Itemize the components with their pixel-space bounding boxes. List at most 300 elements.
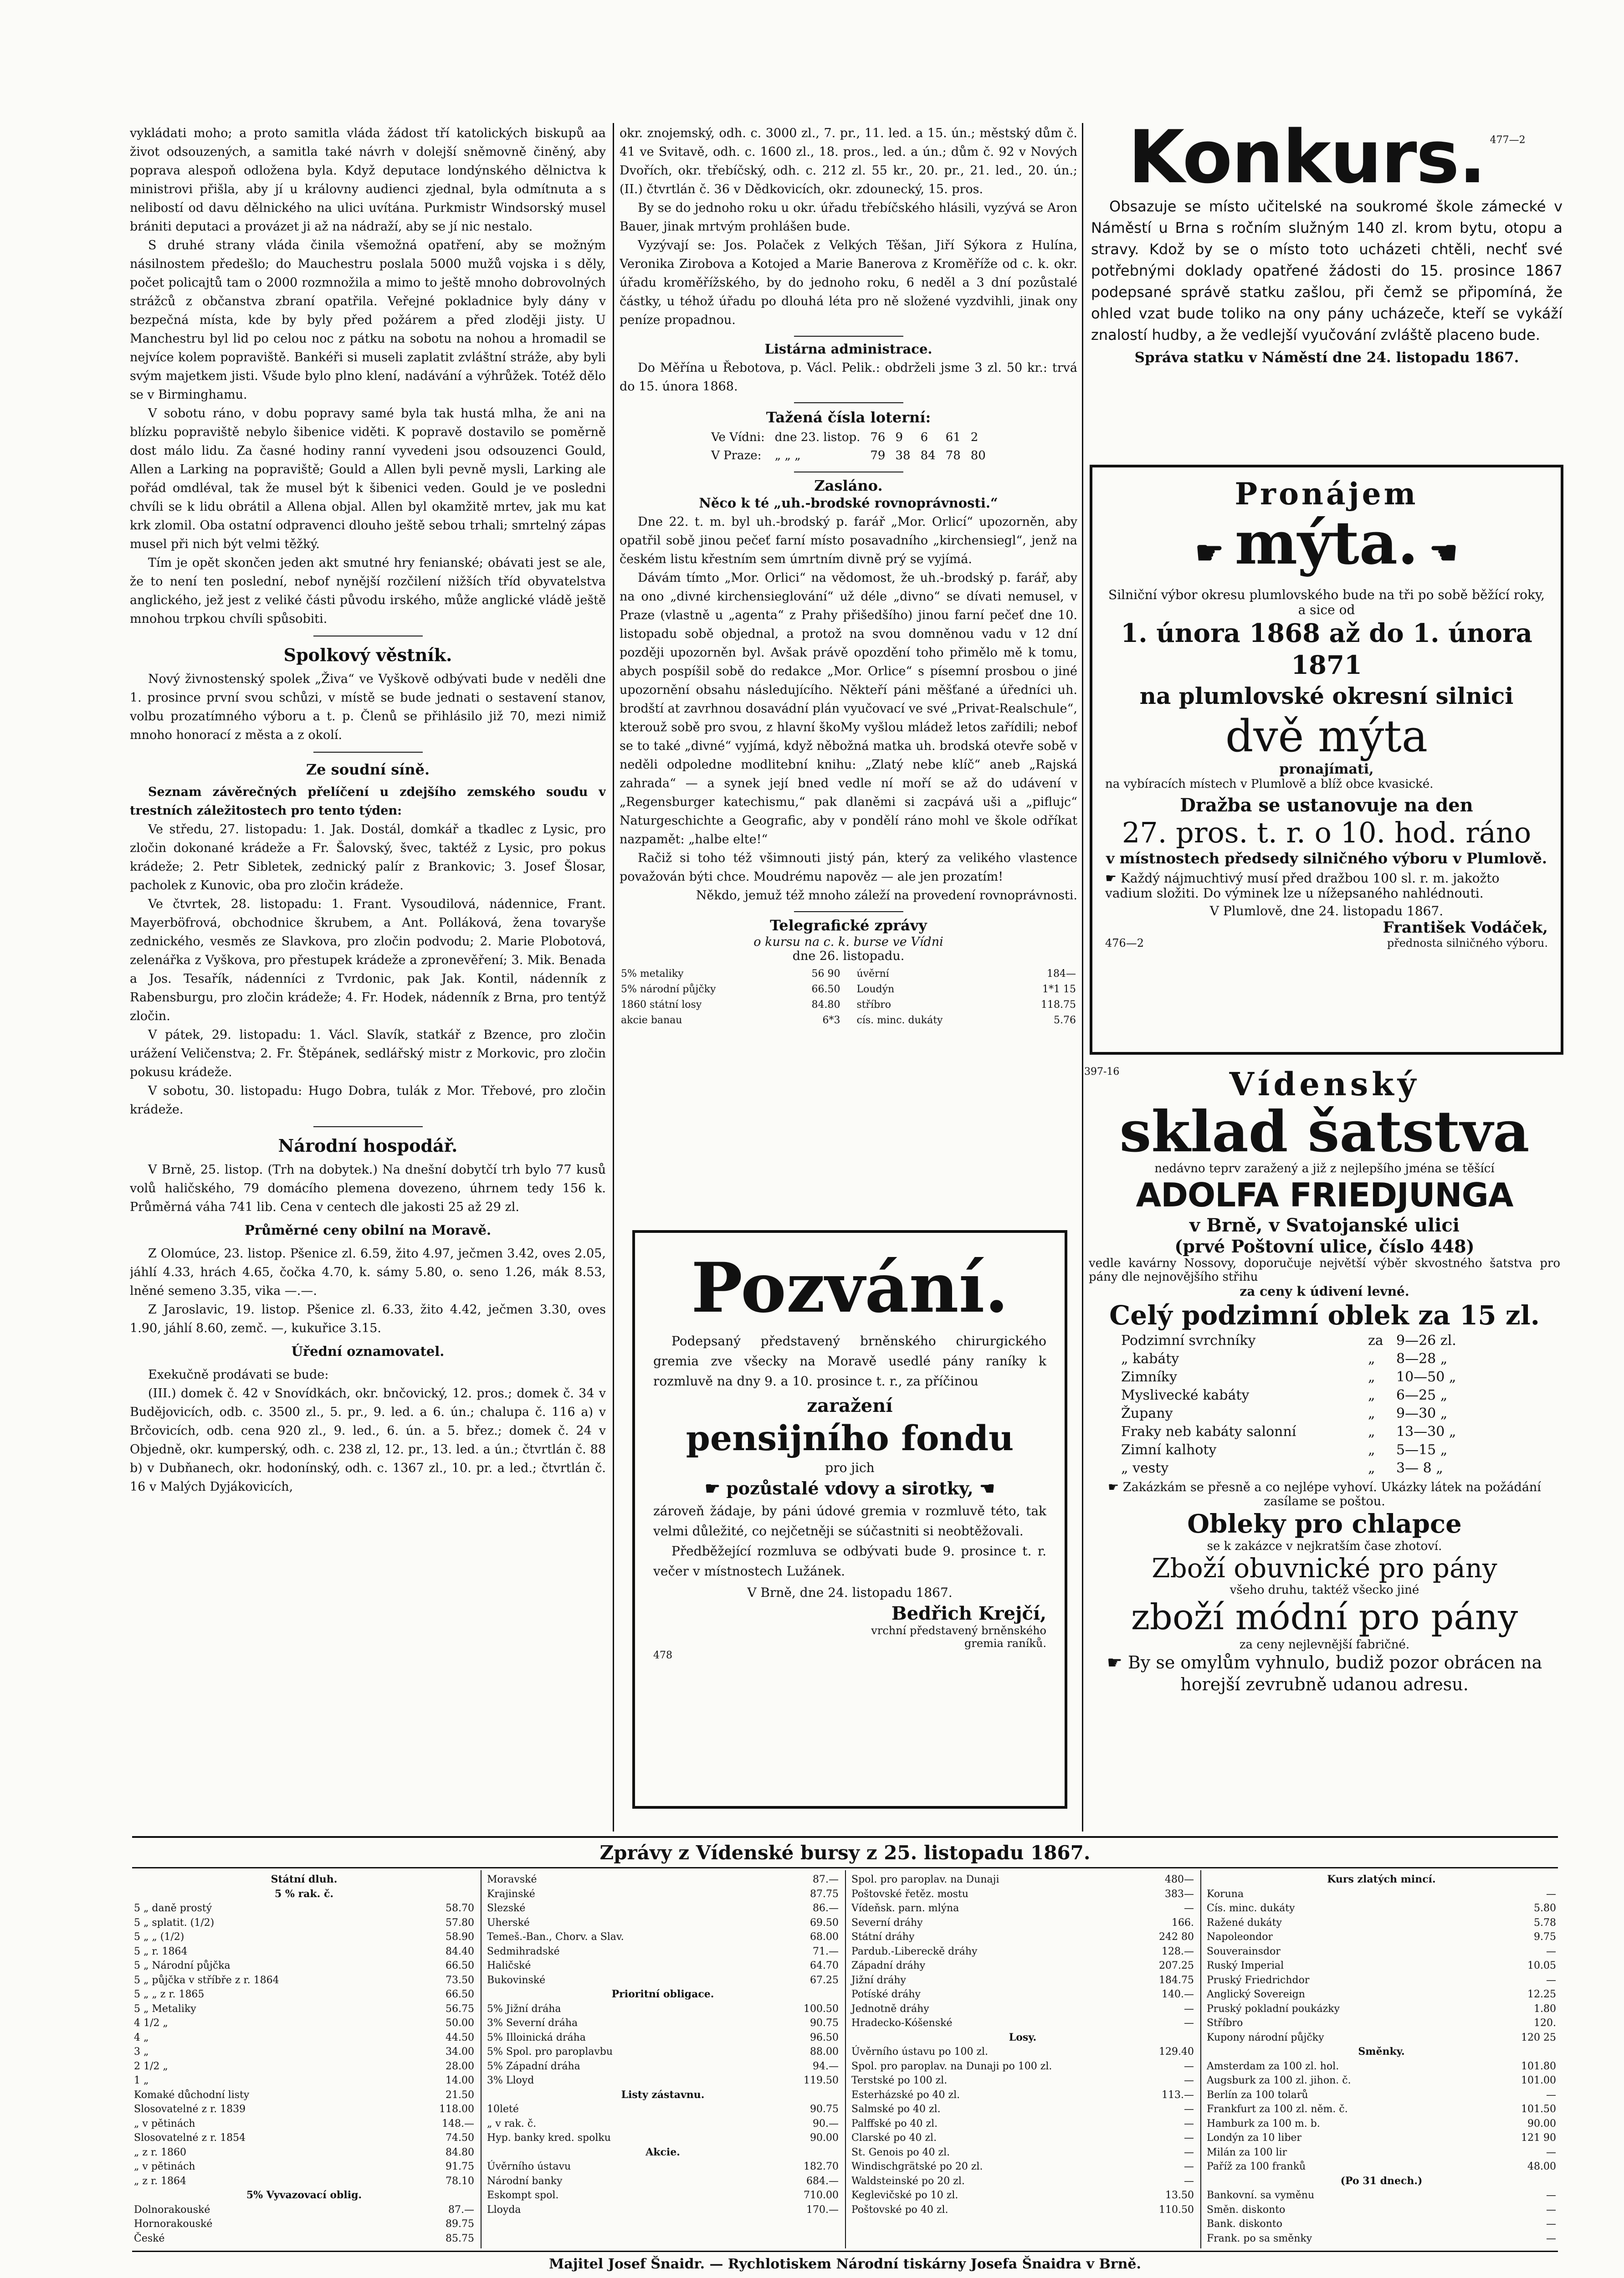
security-value: — (1184, 1903, 1194, 1914)
security-name: 4 1/2 „ (134, 2017, 168, 2029)
security-value: 684.— (806, 2175, 839, 2187)
security-name: Pruský pokladní poukázky (1207, 2003, 1340, 2015)
pointing-hand-icon: ☛ (704, 1478, 727, 1498)
ad-text: pozůstalé vdovy a sirotky, (726, 1478, 973, 1498)
paragraph: Seznam závěrečných přelíčení u zdejšího zemského soudu v trestních záležitostech pro tento týden: (130, 785, 606, 818)
security-name: 5 „ splatit. (1/2) (134, 1917, 215, 1929)
table-row (1121, 1459, 1457, 1478)
security-name: Waldsteinské po 20 zl. (851, 2175, 965, 2187)
table-row (850, 2102, 1196, 2117)
table-row (850, 1945, 1196, 1959)
ad-line: Celý podzimní oblek za 15 zl. (1109, 1300, 1540, 1331)
security-name: 5 % rak. č. (275, 1888, 333, 1900)
paragraph: Dávám tímto „Mor. Orlici“ na vědomost, že uh.-brodský p. farář, aby na ono „divné kirchensieglování“ už déle „divno“ se dívati nemusel, v Praze (vlastně u „agenta“ z Prahy přišedšího) jinou farní pečeť dne 10. listopadu sobě objednal, a protož na svou domněnou vadu v 12 dní později upozorněn byl. Avšak právě opozdění toho přimělo mě k tomu, abych pospíšil sobě do redakce „Mor. Orlice“ s písemní prosbou o jiné upozornění obsahu následujícího. Někteří páni měšťané a úředníci uh. brodští at zavrhnou dosavádní plán vyučovací ve své „Privat-Realschule“, kterouž sobě pro svou, z hlavní škoMy vyšlou mládež letos zařídili; nebof se to také „divné“ vyjímá, když něbožná matka uh. brodská otevře sobě v neděli odpoledne modlitební knihu: „Zlatý nebe klíč“ aneb „Rajská zahrada“ — a synek její bned vedle ní moří se až do udávení v „Regensburger katechismu,“ pak dlaněmi si zacpává uši a „piflujc“ Naturgeschichte a Geografic, aby v pondělí ráno mohl ve škole odříkat nazpamět: „halbe elte!“ (620, 571, 1077, 847)
security-value: 90.75 (810, 2017, 839, 2029)
table-row (1205, 2016, 1558, 2031)
column-rule (481, 1870, 482, 2248)
table-row (485, 2174, 840, 2189)
table-row (850, 1987, 1196, 2002)
pointing-hand-icon: ☚ (1418, 534, 1458, 571)
table-row (1205, 2073, 1558, 2088)
item: Myslivecké kabáty (1121, 1387, 1250, 1403)
subheading: o kursu na c. k. burse ve Vídni (753, 935, 943, 949)
ad-signature: Správa statku v Náměstí dne 24. listopadu 1867. (1134, 349, 1519, 366)
security-name: Úvěrního ústavu (487, 2161, 571, 2172)
table-row (1121, 1386, 1457, 1405)
label: 1860 státní losy (621, 999, 702, 1011)
table-row (1121, 1423, 1457, 1441)
paragraph: (III.) domek č. 42 v Snovídkách, okr. bnčovický, 12. pros.; domek č. 34 v Budějovicích, odb. c. 3500 zl., 5. pr., 9. led. a 6. ún.; chalupa č. 116 a) v Brčovicích, odb. cena 920 zl., 9. led., 6. ún. a 5. břez.; domek č. 24 v Objedně, okr. kumperský, odh. c. 238 zl, 12. pr., 13. led. a ún.; čtvrtlán č. 88 b) v Dubňanech, okr. hodonínský, odh. c. 1367 zl., 10. pr. a led.; čtvrtlán č. 16 v Malých Dyjákovicích, (130, 1386, 606, 1494)
security-name: Pardub.-Libereckě dráhy (851, 1945, 978, 1957)
subheading: dne 26. listopadu. (792, 949, 905, 963)
table-row (1205, 1887, 1558, 1902)
ad-line: ADOLFA FRIEDJUNGA (1136, 1176, 1513, 1214)
security-name: Frank. po sa směnky (1207, 2232, 1312, 2244)
security-value: — (1546, 2190, 1556, 2201)
table-row (132, 2045, 476, 2059)
security-value: 48.00 (1527, 2161, 1556, 2172)
section-heading: Telegrafické zprávy (770, 917, 927, 934)
security-value: 85.75 (446, 2232, 474, 2244)
ad-title (1105, 508, 1548, 585)
security-name: Ruský Imperial (1207, 1960, 1284, 1971)
security-name: České (134, 2232, 165, 2244)
paragraph: zároveň žádaje, by páni údové gremia v rozmluvě této, tak velmi důležité, co nejčetněji se súčastniti si neobtěžovali. (653, 1503, 1046, 1539)
ad-line: všeho druhu, taktéž všecko jiné (1230, 1583, 1419, 1597)
security-value: 9.75 (1534, 1931, 1556, 1943)
paragraph: Ve středu, 27. listopadu: 1. Jak. Dostál, domkář a tkadlec z Lysic, pro zločin dokonané krádeže a Fr. Šalovský, švec, taktéž z Lysic, pro pokus krádeže; 2. Petr Sibletek, zednický palír z Brankovic; 3. Josef Šlosar, pacholek z Kunovic, oba pro zločin krádeže. (130, 822, 606, 893)
pointing-hand-icon: ☛ (1195, 534, 1235, 571)
security-name: Vídeňsk. parn. mlýna (851, 1903, 959, 1914)
table-row (132, 1945, 476, 1959)
bursa-column-2 (485, 1873, 840, 2246)
security-name: Státní dráhy (851, 1931, 915, 1943)
column-2 (620, 124, 1077, 1204)
security-name: 5% Jižní dráha (487, 2003, 561, 2015)
sep: „ (1368, 1387, 1375, 1403)
table-row (707, 447, 990, 464)
ad-line (1105, 871, 1548, 901)
security-value: 90.— (813, 2118, 839, 2129)
security-name: Potíské dráhy (851, 1989, 921, 2000)
paragraph: Předběžející rozmluva se odbývati bude 9. prosince t. r. večer v místnostech Lužánek. (653, 1544, 1046, 1579)
paragraph: Nový živnostenský spolek „Živa“ ve Vyškově odbývati bude v neděli dne 1. prosince první svou schůzi, v místě se bude jednati o sestavení stanov, volbu prozatímného výboru a t. p. Členů se přihlásilo již 70, mezi nimiž mnoho honorací z města a z okolí. (130, 672, 606, 742)
price: 10—50 „ (1396, 1369, 1456, 1385)
security-value: 170.— (806, 2204, 839, 2216)
ad-line: nedávno teprv zaražený a již z nejlepšího jména se těšící (1154, 1162, 1495, 1175)
table-row (1121, 1368, 1457, 1386)
security-value: 28.00 (446, 2060, 474, 2072)
ad-line (653, 1478, 1046, 1498)
table-row (856, 998, 1077, 1012)
section-heading: Národní hospodář. (278, 1135, 458, 1156)
ad-title: Vídenský (1229, 1066, 1420, 1103)
number: 38 (895, 449, 911, 462)
ad-line: Silniční výbor okresu plumlovského bude na tři po sobě běžící roky, a sice od (1108, 587, 1545, 617)
security-value: 120. (1534, 2017, 1556, 2029)
security-value: — (1184, 2118, 1194, 2129)
ad-text: mýta. (1235, 508, 1419, 578)
ad-line: Zboží obuvnické pro pány (1152, 1553, 1497, 1584)
security-value: 207.25 (1159, 1960, 1194, 1971)
number: 9 (895, 431, 903, 444)
signature: Někdo, jemuž též mnoho záleží na provedení rovnoprávnosti. (696, 888, 1077, 903)
toll-ad (1090, 465, 1563, 1055)
paragraph: Dne 22. t. m. byl uh.-brodský p. farář „Mor. Orlicí“ upozorněn, aby opatřil sobě jinou pečeť farní místo posavadního „kirchensiegl“, jenž na českém listu křestním sem úmrtním divně prý se vyjímá. (620, 515, 1077, 566)
table-row (620, 982, 841, 997)
ad-line: pronajímati, (1279, 761, 1374, 777)
pointing-hand-icon: ☚ (973, 1478, 995, 1498)
paragraph: Ve čtvrtek, 28. listopadu: 1. Frant. Vysoudilová, nádennice, Frant. Mayerböfrová, obchodnice škrubem, a Ant. Polláková, žena tovaryše zednického, vesměs ze Slavkova, pro zločin podvodu; 2. Marie Plobotová, zelenářka z Vyškova, pro přestupek krádeže a zpronevěření; 3. Mik. Benada a Jos. Tesařík, nádenníci z Tvrdonic, pak Jak. Kontil, nádenník z Rabensburgu, pro zločin krádeže; 4. Fr. Hodek, nádenník z Brna, pro tentýž zločin. (130, 897, 606, 1023)
table-row (485, 2016, 840, 2031)
paragraph: Obsazuje se místo učitelské na soukromé škole zámecké v Náměstí u Brna s ročním služným 140 zl. krom bytu, otopu a stravy. Kdož by se o místo toto ucházeti chtěli, nechť své potřebnými doklady opatřené žádosti do 15. prosince 1867 podepsané správě statku zašlou, při čemž se připomíná, že ohled vzat bude toliko na ony pány ucházeče, kteří se vykáží znalostí hudby, a že vedlejší vyučování zvláště placeno bude. (1091, 198, 1563, 344)
value: 6*3 (822, 1015, 840, 1026)
table-row (1121, 1405, 1457, 1423)
security-name: Paříž za 100 franků (1207, 2161, 1306, 2172)
security-name: Slosovatelné z r. 1839 (134, 2104, 246, 2115)
table-row (485, 2073, 840, 2088)
lottery-table (706, 428, 991, 465)
table-row (485, 2131, 840, 2145)
security-value: 128.— (1162, 1945, 1194, 1957)
security-name: Listy zástavnu. (621, 2088, 705, 2101)
sep: „ (1368, 1460, 1375, 1476)
security-value: 90.75 (810, 2104, 839, 2115)
paragraph: V sobotu, 30. listopadu: Hugo Dobra, tulák z Mor. Třebové, pro zločin krádeže. (130, 1084, 606, 1117)
label: akcie banau (621, 1015, 682, 1026)
table-row (850, 2160, 1196, 2174)
bursa-heading: Státní dluh. (271, 1873, 338, 1885)
item: Zimní kalhoty (1121, 1442, 1217, 1458)
table-row (485, 2102, 840, 2117)
table-row (1205, 1987, 1558, 2002)
ad-signature: František Vodáček, (1383, 918, 1548, 937)
bursa-title: Zprávy z Vídenské bursy z 25. listopadu 1867. (599, 1842, 1091, 1864)
table-row (850, 2088, 1196, 2103)
table-row (1205, 2117, 1558, 2131)
security-name: 3% Lloyd (487, 2075, 534, 2086)
table-row (485, 2203, 840, 2217)
item: Podzimní svrchníky (1121, 1333, 1256, 1349)
price-list (1121, 1332, 1457, 1478)
ad-number: 477—2 (1490, 134, 1526, 146)
ad-title: Pozvání. (691, 1248, 1009, 1328)
column-rule (1200, 1870, 1201, 2248)
security-value: 1.80 (1534, 2003, 1556, 2015)
security-name: Amsterdam za 100 zl. hol. (1207, 2060, 1339, 2072)
table-row (485, 1930, 840, 1945)
security-value: 86.— (813, 1903, 839, 1914)
security-name: Západní dráhy (851, 1960, 926, 1971)
section-heading: Tažená čísla loterní: (766, 409, 931, 426)
security-name: Esterházské po 40 zl. (851, 2089, 960, 2101)
ad-title: Pronájem (1235, 476, 1419, 512)
security-name: 3 „ (134, 2046, 149, 2057)
security-name: Hamburk za 100 m. b. (1207, 2118, 1320, 2129)
subheading: Průměrné ceny obilní na Moravě. (244, 1222, 492, 1238)
sep: „ (1368, 1424, 1375, 1440)
security-value: — (1546, 2204, 1556, 2216)
security-name: 3% Severní dráha (487, 2017, 578, 2029)
sep: za (1368, 1333, 1383, 1349)
security-value: 73.50 (446, 1974, 474, 1986)
table-row (1205, 2174, 1558, 2189)
paragraph: V Brně, 25. listop. (Trh na dobytek.) Na dnešní dobytčí trh bylo 77 kusů volů haličského, 79 domácího plemena dovezeno, úhrnem tedy 156 k. Průměrná váha 741 lib. Cena v centech dle jakosti 25 až 29 zl. (130, 1163, 606, 1214)
security-name: Haličské (487, 1960, 531, 1971)
security-name: Prioritní obligace. (611, 1988, 714, 2000)
security-name: Eskompt spol. (487, 2190, 559, 2201)
security-value: 12.25 (1527, 1989, 1556, 2000)
table-row (1205, 2188, 1558, 2203)
security-value: — (1546, 1974, 1556, 1986)
security-value: 140.— (1162, 1989, 1194, 2000)
security-name: Severní dráhy (851, 1917, 923, 1929)
sep: „ (1368, 1406, 1375, 1421)
security-name: 5 „ r. 1864 (134, 1945, 188, 1957)
security-name: Spol. pro paroplav. na Dunaji (851, 1874, 999, 1885)
divider (132, 1836, 1558, 1838)
table-row (856, 1013, 1077, 1028)
security-value: 74.50 (446, 2132, 474, 2144)
table-row (132, 2174, 476, 2189)
ad-title: sklad šatstva (1119, 1099, 1530, 1165)
security-name: „ v rak. č. (487, 2118, 537, 2129)
section-heading: Ze soudní síně. (306, 761, 430, 778)
ad-number: 397-16 (1084, 1066, 1120, 1077)
table-row (132, 2203, 476, 2217)
security-value: 10.05 (1527, 1960, 1556, 1971)
value: 1*1 15 (1042, 984, 1076, 995)
security-value: 44.50 (446, 2032, 474, 2043)
security-value: 21.50 (446, 2089, 474, 2101)
security-name: Národní banky (487, 2175, 563, 2187)
table-row (850, 2002, 1196, 2016)
security-name: Moravské (487, 1874, 537, 1885)
bursa-column-4 (1205, 1873, 1558, 2246)
divider (794, 402, 903, 403)
date: „ „ „ (774, 449, 801, 462)
value: 184— (1047, 968, 1076, 980)
column-rule (1082, 123, 1083, 1832)
price: 5—15 „ (1396, 1442, 1448, 1458)
security-name: St. Genois po 40 zl. (851, 2146, 950, 2158)
table-row (1121, 1441, 1457, 1459)
bursa-column-1 (132, 1873, 476, 2246)
paragraph: Podepsaný představený brněnského chirurgického gremia zve všecky na Moravě usedlé pány raníky k rozmluvě na dny 9. a 10. prosince t. r., za příčinou (653, 1334, 1046, 1389)
security-name: „ z r. 1864 (134, 2175, 187, 2187)
divider (313, 752, 423, 753)
bursa-column-3 (850, 1873, 1196, 2246)
ad-line (1084, 1652, 1565, 1695)
security-name: Clarské po 40 zl. (851, 2132, 937, 2144)
table-row (485, 1916, 840, 1930)
security-name: Poštovské po 40 zl. (851, 2204, 948, 2216)
ad-line: (prvé Poštovní ulice, číslo 448) (1174, 1236, 1475, 1257)
security-value: 87.— (813, 1874, 839, 1885)
ad-line: zboží módní pro pány (1131, 1597, 1518, 1638)
security-value: 78.10 (446, 2175, 474, 2187)
security-name: 10leté (487, 2104, 519, 2115)
value: 5.76 (1054, 1015, 1076, 1026)
table-row (620, 1013, 841, 1028)
security-value: 101.50 (1521, 2104, 1556, 2115)
table-row (132, 2059, 476, 2074)
paragraph: S druhé strany vláda činila všemožná opatření, aby se možným násilnostem předešlo; do Mauchestru poslala 5000 mužů vojska i s děly, počet policajtů tam o 2000 rozmnožila a mimo to ještě mnoho dobrovolných strážců z občanstva zbraní opatřila. Veřejné pokladnice byly dány v bezpečná místa, kde by byly před požárem a před zloději jisty. U Manchestru byl lid po celou noc z pátku na sobotu na nohou a hromadil se nejvíce kolem popraviště. Bankéři si museli zaplatit zvláštní stráže, aby byli svým majetkem jisti. Všude bylo plno klení, nadávání a výhrůžek. Totéž dělo se v Birminghamu. (130, 238, 606, 402)
security-value: — (1184, 2017, 1194, 2029)
security-name: Spol. pro paroplav. na Dunaji po 100 zl. (851, 2060, 1052, 2072)
number: 6 (920, 431, 928, 444)
security-name: „ v pětinách (134, 2118, 195, 2129)
table-row (132, 2145, 476, 2160)
table-row (132, 2131, 476, 2145)
ad-line: pro jich (825, 1460, 875, 1475)
security-value: 121 90 (1521, 2132, 1556, 2144)
table-row (485, 1873, 840, 1887)
item: Zimníky (1121, 1369, 1177, 1385)
security-name: 5 „ „ z r. 1865 (134, 1989, 205, 2000)
ad-line: 27. pros. t. r. o 10. hod. ráno (1122, 816, 1532, 849)
stock-table (620, 966, 842, 1029)
security-value: — (1546, 2089, 1556, 2101)
security-name: 2 1/2 „ (134, 2060, 168, 2072)
ad-line: se k zakázce v nejkratším čase zhotoví. (1207, 1539, 1442, 1553)
table-row (132, 2073, 476, 2088)
security-value: 87.— (448, 2204, 474, 2216)
number: 61 (945, 431, 961, 444)
item: Župany (1121, 1406, 1173, 1421)
ad-text: Zakázkám se přesně a co nejlépe vyhoví. Ukázky látek na požádání zasílame se poštou. (1122, 1480, 1541, 1508)
security-name: 5 „ Národní půjčka (134, 1960, 231, 1971)
table-row (850, 2145, 1196, 2160)
number: 76 (870, 431, 886, 444)
security-name: Dolnorakouské (134, 2204, 210, 2216)
table-row (485, 2160, 840, 2174)
security-value: 96.50 (810, 2032, 839, 2043)
table-row (485, 1901, 840, 1916)
security-value: 34.00 (446, 2046, 474, 2057)
security-value: 110.50 (1159, 2204, 1194, 2216)
security-name: 5% Západní dráha (487, 2060, 580, 2072)
security-value: 87.75 (810, 1888, 839, 1900)
security-name: 4 „ (134, 2032, 149, 2043)
security-value: 184.75 (1159, 1974, 1194, 1986)
security-name: Cís. minc. dukáty (1207, 1903, 1295, 1914)
security-name: Salmské po 40 zl. (851, 2104, 941, 2115)
table-row (850, 1973, 1196, 1988)
security-value: 71.— (813, 1945, 839, 1957)
security-name: Bankovní. sa vyměnu (1207, 2190, 1315, 2201)
table-row (1205, 1945, 1558, 1959)
security-value: 166. (1172, 1917, 1194, 1929)
clothing-ad (1084, 1066, 1565, 1832)
security-name: Losy. (1009, 2031, 1037, 2043)
value: 118.75 (1041, 999, 1076, 1011)
security-name: Akcie. (646, 2146, 680, 2158)
security-value: 120 25 (1521, 2032, 1556, 2043)
security-name: Milán za 100 lir (1207, 2146, 1287, 2158)
security-value: 90.00 (1527, 2118, 1556, 2129)
security-name: Pruský Friedrichdor (1207, 1974, 1310, 1986)
security-name: Anglický Sovereign (1207, 1989, 1305, 2000)
ad-function: přednosta silničného výboru. (1387, 937, 1548, 949)
ad-line: za ceny nejlevnější fabričné. (1239, 1638, 1410, 1652)
value: 66.50 (811, 984, 840, 995)
pointing-hand-icon: ☛ (1108, 1480, 1123, 1494)
table-row (850, 1916, 1196, 1930)
number: 80 (970, 449, 986, 462)
table-row (1205, 2131, 1558, 2145)
sep: „ (1368, 1369, 1375, 1385)
security-value: 91.75 (446, 2161, 474, 2172)
security-name: Berlín za 100 tolarů (1207, 2089, 1308, 2101)
security-value: — (1184, 2075, 1194, 2086)
security-name: Krajinské (487, 1888, 535, 1900)
number: 2 (970, 431, 978, 444)
security-value: 118.00 (439, 2104, 474, 2115)
security-value: 113.— (1162, 2089, 1194, 2101)
ad-signature: Bedřich Krejčí, (891, 1603, 1046, 1624)
security-name: 5 „ „ (1/2) (134, 1931, 184, 1943)
security-value: 57.80 (446, 1917, 474, 1929)
security-value: — (1546, 2146, 1556, 2158)
table-row (132, 2117, 476, 2131)
security-name: Kupony národní půjčky (1207, 2032, 1324, 2043)
table-row (707, 429, 990, 446)
security-value: 84.80 (446, 2146, 474, 2158)
price: 8—28 „ (1396, 1351, 1448, 1367)
ad-line: Obleky pro chlapce (1187, 1509, 1462, 1539)
item: Fraky neb kabáty salonní (1121, 1424, 1296, 1440)
item: „ kabáty (1121, 1351, 1179, 1367)
ad-number: 478 (653, 1650, 672, 1661)
bursa-table (132, 1887, 476, 2246)
security-name: Slosovatelné z r. 1854 (134, 2132, 246, 2144)
table-row (1205, 2160, 1558, 2174)
ad-line: zaražení (807, 1395, 893, 1416)
security-value: 710.00 (804, 2190, 839, 2201)
table-row (485, 1959, 840, 1973)
security-value: 383— (1165, 1888, 1194, 1900)
security-value: 64.70 (810, 1960, 839, 1971)
security-value: 119.50 (804, 2075, 839, 2086)
city: Ve Vídni: (711, 431, 765, 444)
table-row (850, 2174, 1196, 2189)
security-value: 67.25 (810, 1974, 839, 1986)
security-name: Souverainsdor (1207, 1945, 1281, 1957)
security-value: 84.40 (446, 1945, 474, 1957)
table-row (850, 1873, 1196, 1887)
subheading: Úřední oznamovatel. (291, 1344, 445, 1359)
ad-line: v Brně, v Svatojanské ulici (1189, 1215, 1460, 1236)
ad-line: v místnostech předsedy silničného výboru v Plumlově. (1106, 850, 1547, 867)
table-row (1205, 1973, 1558, 1988)
table-row (850, 2131, 1196, 2145)
price: 3— 8 „ (1396, 1460, 1443, 1476)
table-row (132, 2031, 476, 2045)
security-value: 5.78 (1534, 1917, 1556, 1929)
table-row (1205, 1959, 1558, 1973)
table-row (132, 2160, 476, 2174)
security-name: (Po 31 dnech.) (1340, 2175, 1423, 2187)
divider (794, 911, 903, 912)
security-name: Směn. diskonto (1207, 2204, 1286, 2216)
paragraph: Exekučně prodávati se bude: (148, 1368, 329, 1382)
security-name: Napoleondor (1207, 1931, 1273, 1943)
table-row (1205, 2217, 1558, 2232)
ad-line (1084, 1480, 1565, 1508)
security-name: Windischgrätské po 20 zl. (851, 2161, 983, 2172)
table-row (485, 2188, 840, 2203)
